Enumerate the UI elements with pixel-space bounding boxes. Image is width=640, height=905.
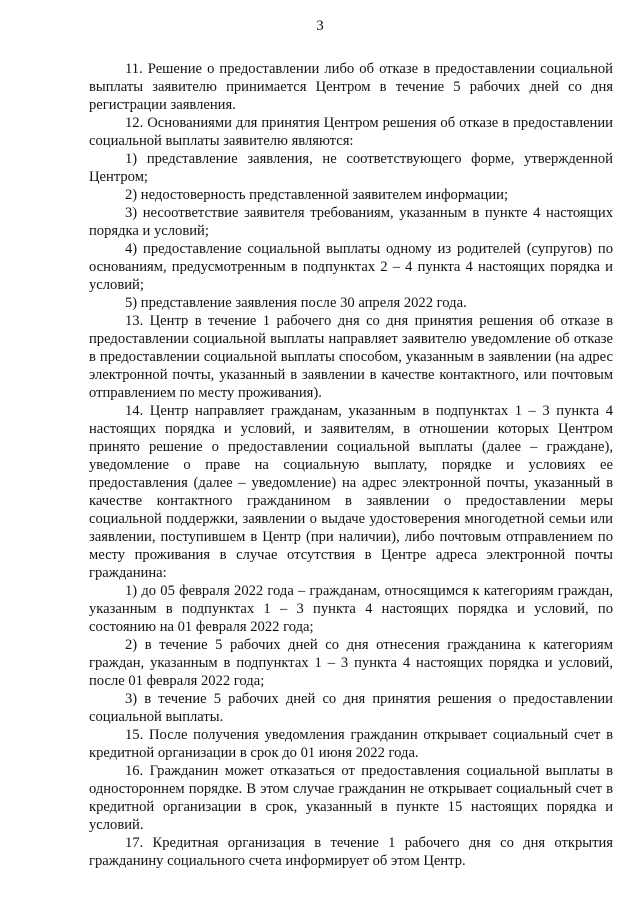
paragraph-12-item-2: 2) недостоверность представленной заявителем информации; xyxy=(125,187,509,203)
paragraph-13: 13. Центр в течение 1 рабочего дня со дня принятия решения об отказе в предоставлении социальной выплаты направляет заявителю уведомление об отказе в предоставлении социальной выплаты способом, указанным в заявлении (на адрес электронной почты, указанный в заявлении в качестве контактного, или почтовым отправлением по месту проживания). xyxy=(89,313,613,401)
paragraph-12-item-1: 1) представление заявления, не соответствующего форме, утвержденной Центром; xyxy=(89,151,613,185)
paragraph-14: 14. Центр направляет гражданам, указанным в подпунктах 1 – 3 пункта 4 настоящих порядка и условий, и заявителям, в отношении которых Центром принято решение о предоставлении социальной выплаты (далее – граждане), уведомление о праве на социальную выплату, порядке и условиях ее предоставления (далее – уведомление) на адрес электронной почты, указанный в качестве контактного гражданином в заявлении о предоставлении меры социальной поддержки, заявлении о выдаче удостоверения многодетной семьи или заявлении, поступившем в Центр (при наличии), либо почтовым отправлением по месту проживания в случае отсутствия в Центре адреса электронной почты гражданина: xyxy=(89,403,613,581)
paragraph-12-item-5: 5) представление заявления после 30 апреля 2022 года. xyxy=(125,295,467,311)
paragraph-15: 15. После получения уведомления гражданин открывает социальный счет в кредитной организации в срок до 01 июня 2022 года. xyxy=(89,727,613,761)
paragraph-14-item-2: 2) в течение 5 рабочих дней со дня отнесения гражданина к категориям граждан, указанным в подпунктах 1 – 3 пункта 4 настоящих порядка и условий, после 01 февраля 2022 года; xyxy=(89,637,613,689)
paragraph-12: 12. Основаниями для принятия Центром решения об отказе в предоставлении социальной выплаты заявителю являются: xyxy=(89,115,613,149)
page-number: 3 xyxy=(316,18,324,34)
paragraph-12-item-3: 3) несоответствие заявителя требованиям, указанным в пункте 4 настоящих порядка и условий; xyxy=(89,205,613,239)
paragraph-17: 17. Кредитная организация в течение 1 рабочего дня со дня открытия гражданину социального счета информирует об этом Центр. xyxy=(89,835,613,869)
document-body xyxy=(89,60,613,870)
paragraph-11: 11. Решение о предоставлении либо об отказе в предоставлении социальной выплаты заявителю принимается Центром в течение 5 рабочих дней со дня регистрации заявления. xyxy=(89,61,613,113)
paragraph-14-item-1: 1) до 05 февраля 2022 года – гражданам, относящимся к категориям граждан, указанным в подпунктах 1 – 3 пункта 4 настоящих порядка и условий, по состоянию на 01 февраля 2022 года; xyxy=(89,583,613,635)
paragraph-16: 16. Гражданин может отказаться от предоставления социальной выплаты в одностороннем порядке. В этом случае гражданин не открывает социальный счет в кредитной организации в срок, указанный в пункте 15 настоящих порядка и условий. xyxy=(89,763,613,833)
paragraph-12-item-4: 4) предоставление социальной выплаты одному из родителей (супругов) по основаниям, предусмотренным в подпунктах 2 – 4 пункта 4 настоящих порядка и условий; xyxy=(89,241,613,293)
paragraph-14-item-3: 3) в течение 5 рабочих дней со дня принятия решения о предоставлении социальной выплаты. xyxy=(89,691,613,725)
